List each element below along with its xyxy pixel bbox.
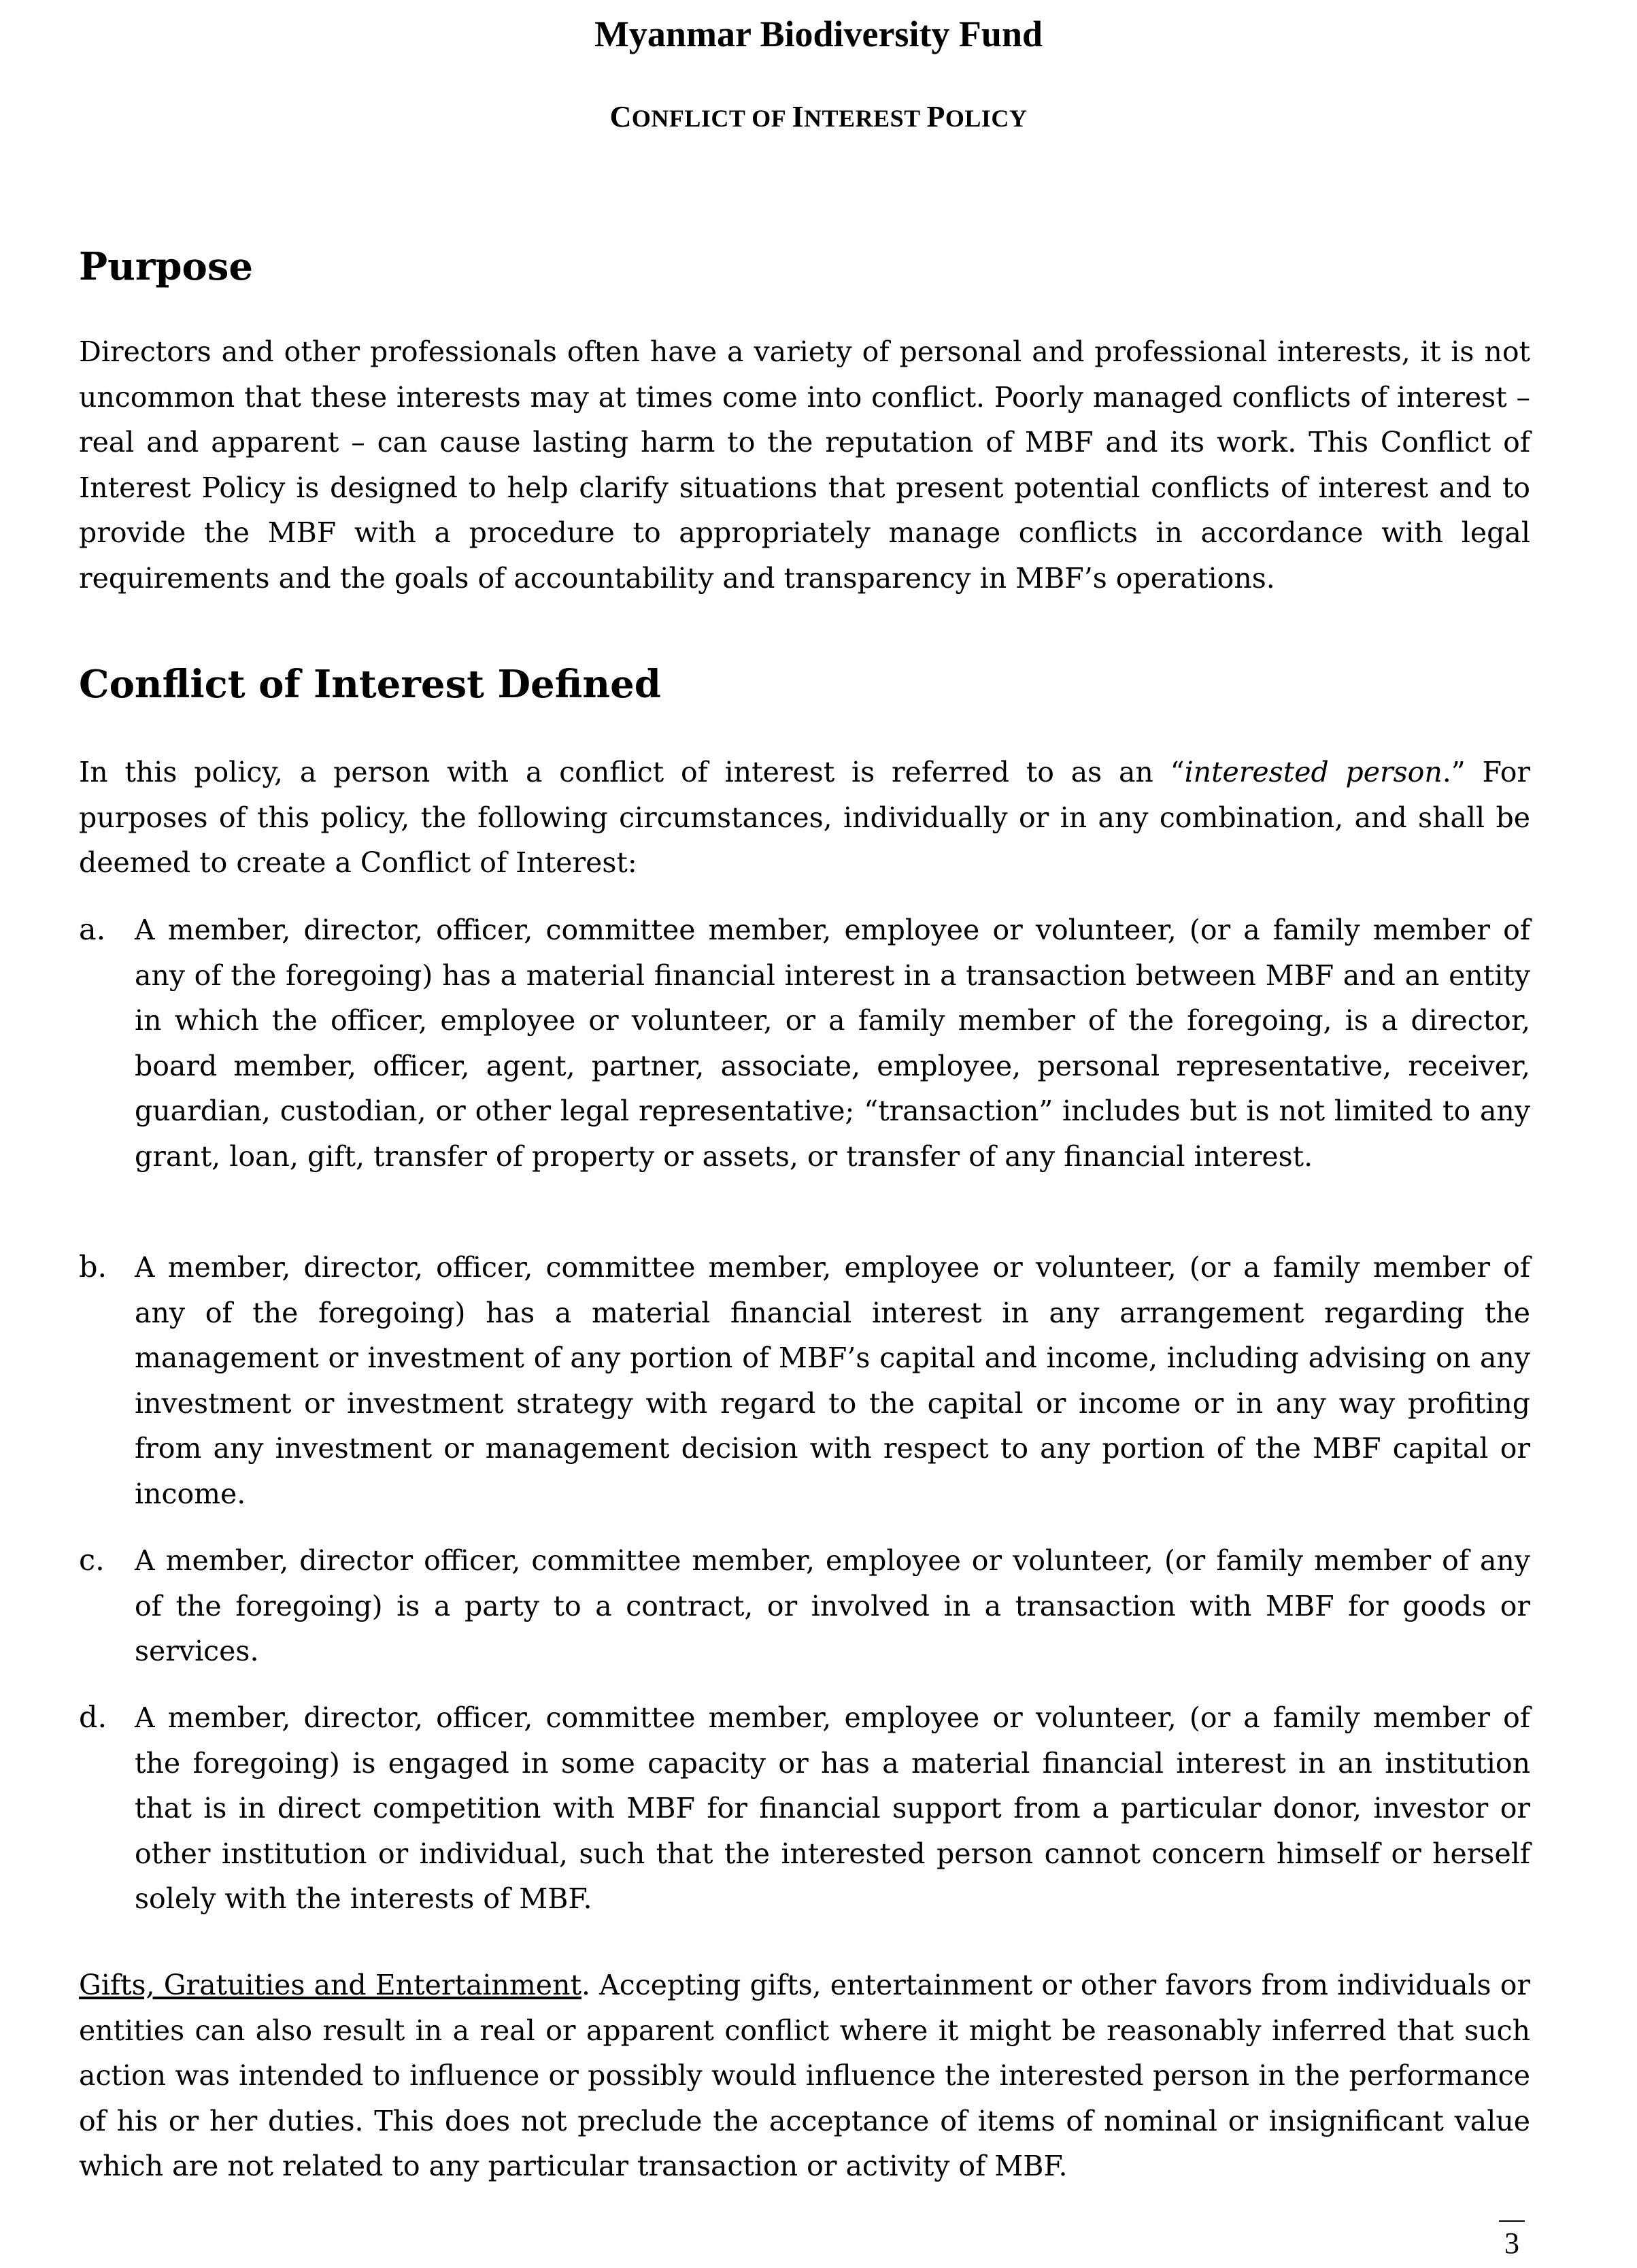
policy-title — [0, 97, 1637, 139]
policy-title-rest-1: ONFLICT OF — [631, 105, 792, 132]
policy-title-cap-1: C — [609, 100, 632, 133]
list-marker: a. — [79, 913, 106, 947]
purpose-paragraph: Directors and other professionals often have a variety of personal and professional interests, it is not uncommon that these interests may at times come into conflict. Poorly managed conflicts of interest – real and apparent – can cause lasting harm to the reputation of MBF and its work. This Conflict of Interest Policy is designed to help clarify situations that present potential conflicts of interest and to provide the MBF with a procedure to appropriately manage conflicts in accordance with legal requirements and the goals of accountability and transparency in MBF’s operations. — [79, 335, 1530, 595]
page-number-rule — [1499, 2220, 1525, 2222]
list-marker: b. — [79, 1250, 107, 1284]
policy-title-cap-3: P — [926, 100, 945, 133]
policy-title-rest-2: NTEREST — [804, 105, 927, 132]
list-marker: c. — [79, 1544, 105, 1578]
list-item-text: A member, director, officer, committee member, employee or volunteer, (or a family member of the foregoing) is engaged in some capacity or has a material financial interest in an institution that is in direct competition with MBF for financial support from a particular donor, investor or other institution or individual, such that the interested person cannot concern himself or herself solely with the interests of MBF. — [135, 1701, 1530, 1915]
conflict-defined-intro — [79, 750, 1530, 886]
intro-text-before: In this policy, a person with a conflict of interest is referred to as an “ — [79, 756, 1185, 788]
gifts-subheading: Gifts, Gratuities and Entertainment — [79, 1969, 581, 2001]
list-item-text: A member, director officer, committee member, employee or volunteer, (or family member of any of the foregoing) is a party to a contract, or involved in a transaction with MBF for goods or services. — [135, 1544, 1530, 1667]
list-item-text: A member, director, officer, committee member, employee or volunteer, (or a family member of any of the foregoing) has a material financial interest in a transaction between MBF and an entity in which the officer, employee or volunteer, or a family member of the foregoing, is a director, board member, officer, agent, partner, associate, employee, personal representative, receiver, guardian, custodian, or other legal representative; “transaction” includes but is not limited to any grant, loan, gift, transfer of property or assets, or transfer of any financial interest. — [135, 914, 1530, 1173]
list-item-text: A member, director, officer, committee member, employee or volunteer, (or a family member of any of the foregoing) has a material financial interest in any arrangement regarding the management or investment of any portion of MBF’s capital and income, including advising on any investment or investment strategy with regard to the capital or income or in any way profiting from any investment or management decision with respect to any portion of the MBF capital or income. — [135, 1251, 1530, 1510]
gifts-body: . Accepting gifts, entertainment or other favors from individuals or entities can also result in a real or apparent conflict where it might be reasonably inferred that such action was intended to influence or possibly would influence the interested person in the performance of his or her duties. This does not preclude the acceptance of items of nominal or insignificant value which are not related to any particular transaction or activity of MBF. — [79, 1969, 1530, 2182]
document-title: Myanmar Biodiversity Fund — [594, 14, 1043, 54]
purpose-heading: Purpose — [79, 244, 253, 289]
policy-title-cap-2: I — [792, 100, 805, 133]
conflict-defined-heading: Conflict of Interest Defined — [79, 662, 661, 707]
page-number: 3 — [1504, 2227, 1519, 2260]
list-marker: d. — [79, 1701, 107, 1735]
intro-text-after: .” For purposes of this policy, the following circumstances, individually or in any combination, and shall be deemed to create a Conflict of Interest: — [79, 756, 1531, 879]
gifts-paragraph — [79, 1963, 1530, 2189]
policy-title-rest-3: OLICY — [945, 105, 1028, 132]
interested-person-term: interested person — [1184, 756, 1442, 788]
